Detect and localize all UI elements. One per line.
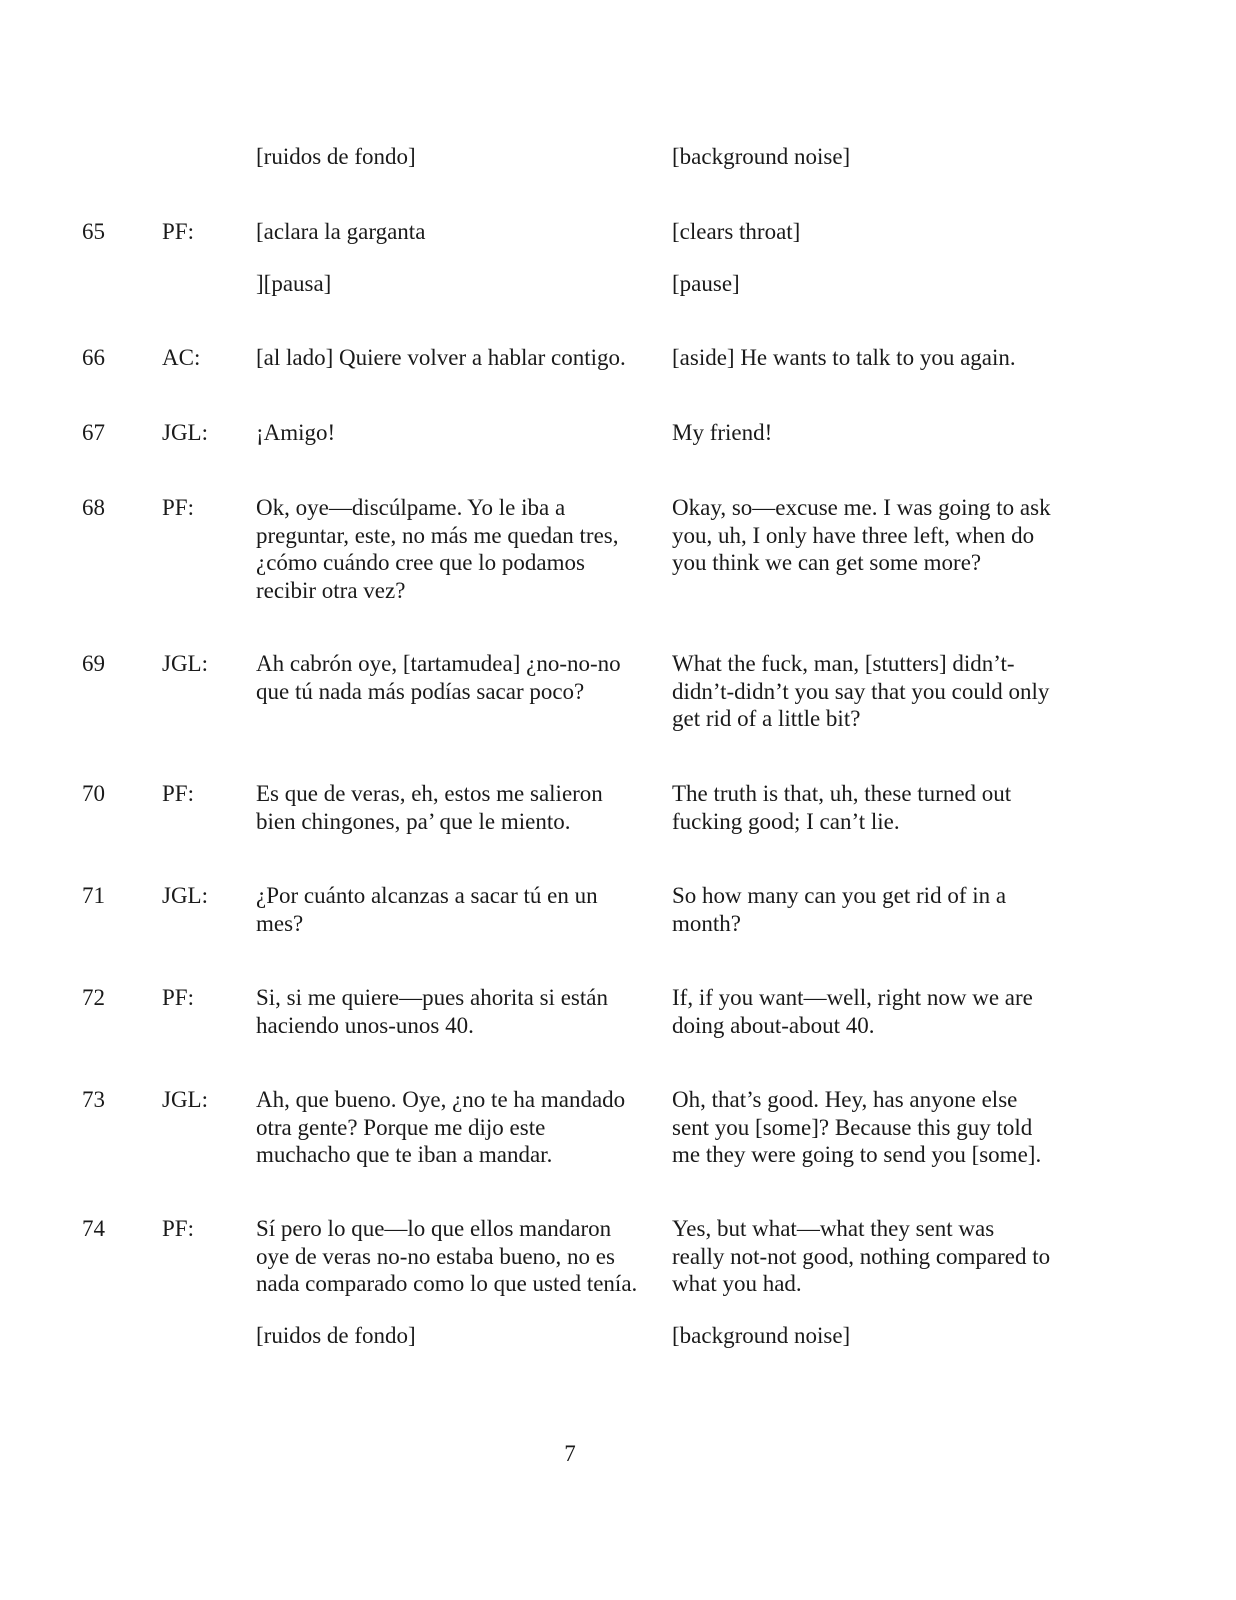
english-line: sent you [some]? Because this guy told bbox=[672, 1114, 1033, 1140]
english-text bbox=[672, 494, 1077, 577]
speaker-label: JGL: bbox=[162, 883, 208, 908]
speaker-label: PF: bbox=[162, 219, 194, 244]
line-number: 70 bbox=[82, 781, 105, 806]
english-text bbox=[672, 419, 1077, 447]
english-line: Yes, but what—what they sent was bbox=[672, 1216, 995, 1241]
english-line: If, if you want—well, right now we are bbox=[672, 985, 1033, 1010]
spanish-text bbox=[256, 1215, 661, 1349]
transcript-row bbox=[0, 650, 1236, 731]
spanish-line: otra gente? Porque me dijo este bbox=[256, 1114, 546, 1140]
english-line: My friend! bbox=[672, 420, 773, 445]
spanish-line: nada comparado como lo que usted tenía. bbox=[256, 1271, 638, 1296]
spanish-text bbox=[256, 780, 661, 835]
spanish-text bbox=[256, 494, 661, 604]
transcript-row bbox=[0, 419, 1236, 445]
spanish-line: haciendo unos-unos 40. bbox=[256, 1012, 474, 1038]
transcript-row bbox=[0, 344, 1236, 370]
line-number: 67 bbox=[82, 420, 105, 445]
english-text bbox=[672, 882, 1077, 937]
transcript-row bbox=[0, 1215, 1236, 1348]
spanish-text bbox=[256, 218, 661, 297]
spanish-line: ¡Amigo! bbox=[256, 420, 336, 445]
spanish-line: que tú nada más podías sacar poco? bbox=[256, 678, 585, 704]
english-text bbox=[672, 650, 1077, 733]
english-line: you, uh, I only have three left, when do bbox=[672, 522, 1035, 548]
transcript-row bbox=[0, 218, 1236, 296]
spanish-text bbox=[256, 650, 661, 705]
english-line: doing about-about 40. bbox=[672, 1012, 875, 1038]
spanish-line: muchacho que te iban a mandar. bbox=[256, 1142, 553, 1167]
spanish-line: Sí pero lo que—lo que ellos mandaron bbox=[256, 1216, 612, 1241]
english-text bbox=[672, 218, 1077, 297]
english-text bbox=[672, 984, 1077, 1039]
line-number: 73 bbox=[82, 1087, 105, 1112]
english-line: didn’t-didn’t you say that you could only bbox=[672, 678, 1050, 704]
speaker-label: JGL: bbox=[162, 1087, 208, 1112]
speaker-label: PF: bbox=[162, 495, 194, 520]
english-line: what you had. bbox=[672, 1271, 802, 1296]
english-line: you think we can get some more? bbox=[672, 550, 982, 575]
spanish-line: Ah cabrón oye, [tartamudea] ¿no-no-no bbox=[256, 651, 621, 676]
line-number: 66 bbox=[82, 345, 105, 370]
english-line: Oh, that’s good. Hey, has anyone else bbox=[672, 1087, 1018, 1112]
english-line: [clears throat] bbox=[672, 219, 801, 244]
speaker-label: PF: bbox=[162, 985, 194, 1010]
english-text bbox=[672, 143, 1077, 171]
speaker-label: PF: bbox=[162, 1216, 194, 1241]
spanish-text bbox=[256, 984, 661, 1039]
english-text bbox=[672, 1086, 1077, 1169]
spanish-text bbox=[256, 1086, 661, 1169]
spanish-text bbox=[256, 344, 661, 372]
english-line: [background noise] bbox=[672, 1322, 851, 1348]
spanish-line: bien chingones, pa’ que le miento. bbox=[256, 808, 571, 834]
line-number: 71 bbox=[82, 883, 105, 908]
transcript-row bbox=[0, 882, 1236, 936]
speaker-label: JGL: bbox=[162, 420, 208, 445]
english-line: [pause] bbox=[672, 270, 740, 296]
transcript-row bbox=[0, 143, 1236, 169]
spanish-line: Ok, oye—discúlpame. Yo le iba a bbox=[256, 495, 566, 520]
english-line: What the fuck, man, [stutters] didn’t- bbox=[672, 651, 1015, 676]
english-line: Okay, so—excuse me. I was going to ask bbox=[672, 495, 1051, 520]
spanish-line: [al lado] Quiere volver a hablar contigo. bbox=[256, 345, 626, 370]
spanish-line: Es que de veras, eh, estos me salieron bbox=[256, 781, 603, 806]
spanish-text bbox=[256, 882, 661, 937]
line-number: 65 bbox=[82, 219, 105, 244]
english-line: So how many can you get rid of in a bbox=[672, 883, 1007, 908]
english-line: [aside] He wants to talk to you again. bbox=[672, 345, 1016, 370]
transcript-row bbox=[0, 780, 1236, 834]
spanish-line: ][pausa] bbox=[256, 270, 332, 296]
transcript-row bbox=[0, 494, 1236, 603]
transcript-row bbox=[0, 1086, 1236, 1167]
english-text bbox=[672, 1215, 1077, 1349]
spanish-line: Ah, que bueno. Oye, ¿no te ha mandado bbox=[256, 1087, 626, 1112]
spanish-line: mes? bbox=[256, 910, 304, 936]
english-line: get rid of a little bit? bbox=[672, 706, 861, 731]
spanish-line: ¿Por cuánto alcanzas a sacar tú en un bbox=[256, 883, 598, 908]
spanish-text bbox=[256, 419, 661, 447]
line-number: 74 bbox=[82, 1216, 105, 1241]
english-line: The truth is that, uh, these turned out bbox=[672, 781, 1012, 806]
speaker-label: AC: bbox=[162, 345, 201, 370]
english-text bbox=[672, 344, 1077, 372]
line-number: 68 bbox=[82, 495, 105, 520]
english-line: fucking good; I can’t lie. bbox=[672, 808, 900, 834]
page-number: 7 bbox=[564, 1441, 576, 1466]
speaker-label: JGL: bbox=[162, 651, 208, 676]
spanish-line: Si, si me quiere—pues ahorita si están bbox=[256, 985, 608, 1010]
spanish-line: ¿cómo cuándo cree que lo podamos bbox=[256, 550, 585, 575]
spanish-line: [ruidos de fondo] bbox=[256, 144, 416, 169]
spanish-line: [aclara la garganta bbox=[256, 219, 426, 244]
english-text bbox=[672, 780, 1077, 835]
line-number: 72 bbox=[82, 985, 105, 1010]
spanish-line: oye de veras no-no estaba bueno, no es bbox=[256, 1243, 615, 1269]
spanish-line: [ruidos de fondo] bbox=[256, 1322, 416, 1348]
speaker-label: PF: bbox=[162, 781, 194, 806]
spanish-text bbox=[256, 143, 661, 171]
spanish-line: preguntar, este, no más me quedan tres, bbox=[256, 522, 619, 548]
english-line: me they were going to send you [some]. bbox=[672, 1142, 1042, 1167]
english-line: really not-not good, nothing compared to bbox=[672, 1243, 1051, 1269]
spanish-line: recibir otra vez? bbox=[256, 577, 406, 603]
english-line: [background noise] bbox=[672, 144, 851, 169]
transcript-row bbox=[0, 984, 1236, 1038]
english-line: month? bbox=[672, 910, 741, 936]
line-number: 69 bbox=[82, 651, 105, 676]
